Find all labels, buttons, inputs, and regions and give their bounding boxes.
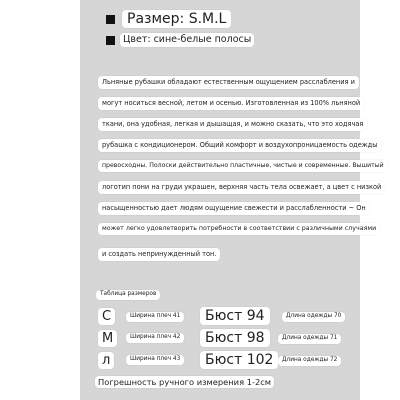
size-table-title: Таблица размеров [96,290,160,300]
color-bullet-icon [106,36,115,45]
description-line: превосходны. Полоски действительно пластичные, чистые и современные. Вышитый [98,160,388,172]
size-row-shoulder: Ширина плеч 42 [126,333,184,343]
size-row-length: Длина одежды 71 [278,334,341,344]
size-row-bust: Бюст 102 [200,351,278,369]
description-line: и создать непринужденный тон. [98,248,220,261]
description-line: может легко удовлетворить потребности в соответствии с различными случаями [98,223,380,235]
size-row-letter: М [98,330,117,347]
color-label: Цвет: сине-белые полосы [120,33,254,47]
size-row-letter: л [98,352,114,369]
size-bullet-icon [106,15,115,24]
size-row-length: Длина одежды 72 [278,356,341,366]
size-row-shoulder: Ширина плеч 41 [126,312,184,322]
size-row-bust: Бюст 94 [200,307,270,325]
description-line: могут носиться весной, летом и осенью. Изготовленная из 100% льняной [98,97,364,110]
measurement-note: Погрешность ручного измерения 1-2см [95,376,274,388]
size-row-bust: Бюст 98 [200,329,270,347]
size-row-shoulder: Ширина плеч 43 [126,355,184,365]
description-line: насыщенностью дает людям ощущение свежести и расслабленности ~ Он [98,202,370,215]
size-row-length: Длина одежды 70 [282,312,345,322]
size-row-letter: С [98,308,115,325]
description-line: логотип пони на груди украшен, верхняя часть тела освежает, а цвет с низкой [98,181,385,194]
description-line: рубашка с кондиционером. Общий комфорт и воздухопроницаемость одежды [98,139,381,152]
product-info-panel [80,0,384,400]
size-label: Размер: S.M.L [122,10,231,28]
description-line: ткани, она удобная, легкая и дышащая, и можно сказать, что это ходячая [98,118,367,131]
description-line: Льняные рубашки обладают естественным ощущением расслабления и [98,76,359,89]
